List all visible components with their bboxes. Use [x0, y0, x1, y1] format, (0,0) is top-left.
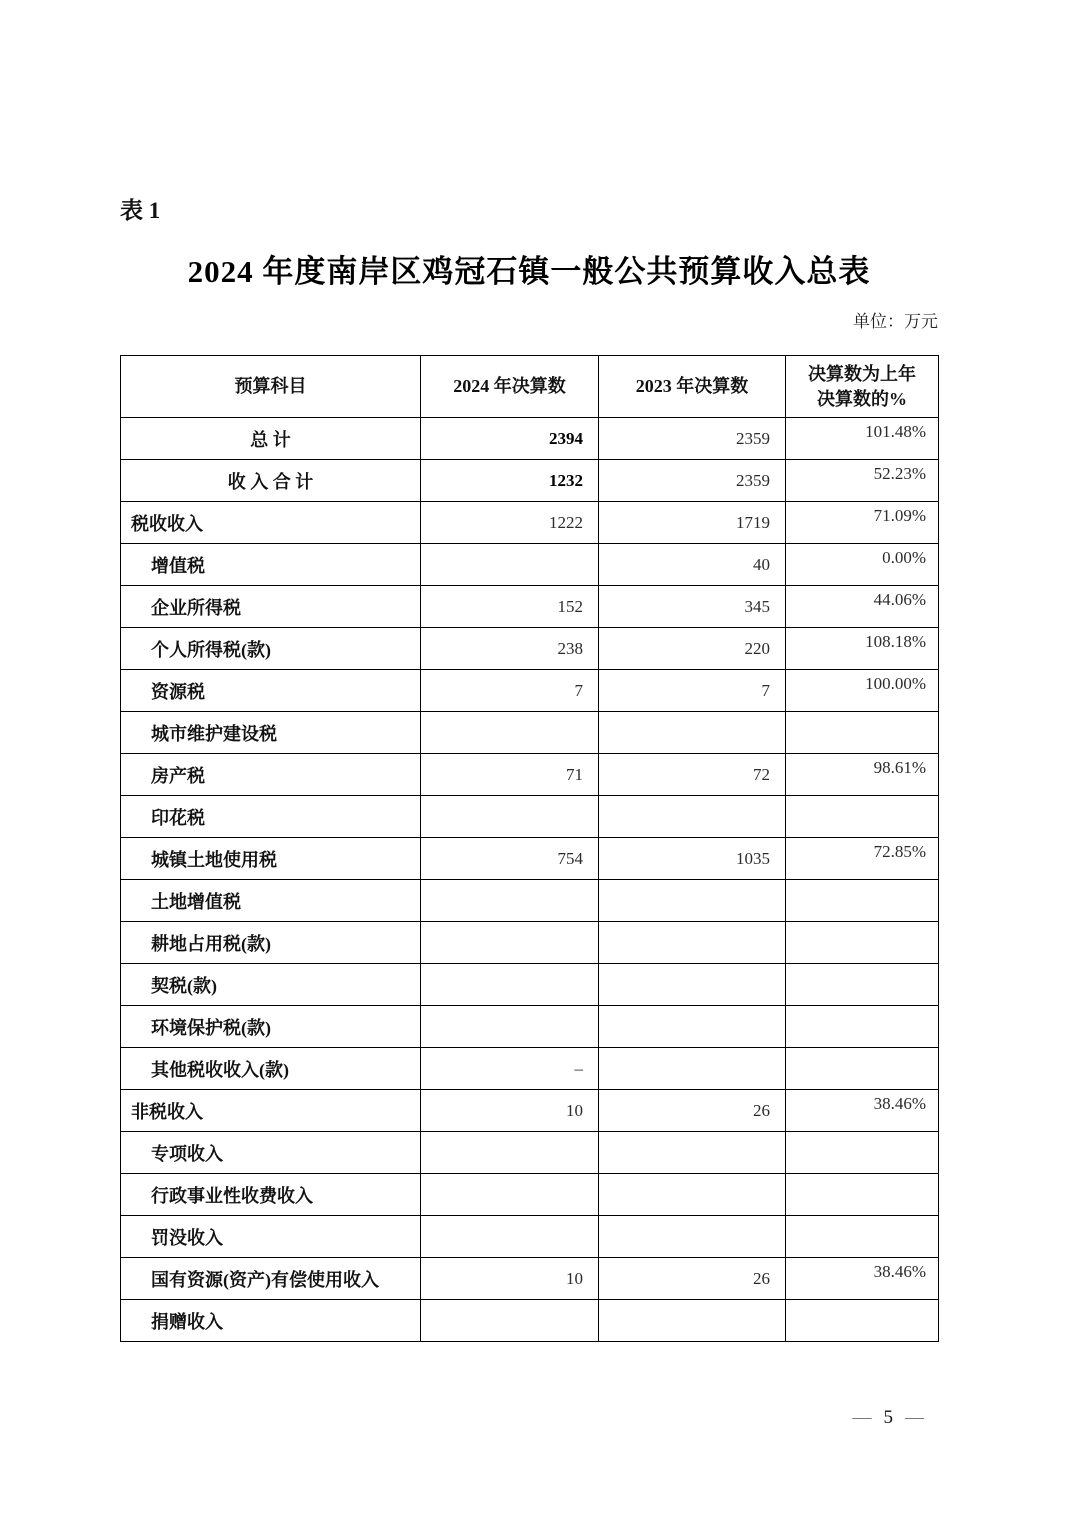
- cell-budget-subject: 非税收入: [121, 1090, 421, 1132]
- table-row: [121, 922, 939, 964]
- cell-2023-final: [599, 880, 786, 922]
- cell-budget-subject: 总 计: [121, 418, 421, 460]
- cell-pct-of-prev-year: [786, 1048, 939, 1090]
- cell-2024-final: 238: [421, 628, 599, 670]
- cell-2024-final: [421, 922, 599, 964]
- table-row: [121, 880, 939, 922]
- table-row: [121, 1132, 939, 1174]
- cell-2023-final: [599, 712, 786, 754]
- cell-pct-of-prev-year: 108.18%: [786, 628, 939, 670]
- header-pct-line1: 决算数为上年: [808, 364, 916, 385]
- table-row: [121, 1006, 939, 1048]
- table-row: [121, 1300, 939, 1342]
- header-pct-line2: 决算数的%: [817, 388, 907, 409]
- cell-pct-of-prev-year: [786, 712, 939, 754]
- cell-2023-final: 345: [599, 586, 786, 628]
- footer-dash-left: —: [852, 1407, 874, 1428]
- cell-2023-final: 2359: [599, 418, 786, 460]
- unit-note: 单位：万元: [853, 312, 938, 331]
- cell-pct-of-prev-year: [786, 1300, 939, 1342]
- table-row: [121, 796, 939, 838]
- header-pct-of-prev-year: [786, 356, 939, 418]
- table-row: [121, 460, 939, 502]
- cell-2023-final: [599, 1006, 786, 1048]
- cell-budget-subject: 其他税收收入(款): [121, 1048, 421, 1090]
- cell-pct-of-prev-year: 101.48%: [786, 418, 939, 460]
- cell-2024-final: 152: [421, 586, 599, 628]
- cell-budget-subject: 印花税: [121, 796, 421, 838]
- cell-pct-of-prev-year: [786, 1174, 939, 1216]
- cell-pct-of-prev-year: [786, 880, 939, 922]
- cell-pct-of-prev-year: [786, 1216, 939, 1258]
- cell-2023-final: [599, 1048, 786, 1090]
- cell-2024-final: 2394: [421, 418, 599, 460]
- table-row: [121, 1258, 939, 1300]
- cell-2023-final: 40: [599, 544, 786, 586]
- cell-2023-final: [599, 1300, 786, 1342]
- cell-2024-final: 1232: [421, 460, 599, 502]
- cell-2024-final: [421, 544, 599, 586]
- table-row: [121, 544, 939, 586]
- table-header-row: [121, 356, 939, 418]
- cell-pct-of-prev-year: 72.85%: [786, 838, 939, 880]
- cell-budget-subject: 捐赠收入: [121, 1300, 421, 1342]
- cell-2023-final: 72: [599, 754, 786, 796]
- cell-budget-subject: 个人所得税(款): [121, 628, 421, 670]
- cell-2023-final: 2359: [599, 460, 786, 502]
- cell-2024-final: [421, 880, 599, 922]
- cell-2023-final: [599, 1174, 786, 1216]
- page-footer: [853, 1407, 927, 1429]
- cell-pct-of-prev-year: 38.46%: [786, 1258, 939, 1300]
- table-row: [121, 964, 939, 1006]
- cell-budget-subject: 土地增值税: [121, 880, 421, 922]
- table-row: [121, 1174, 939, 1216]
- cell-pct-of-prev-year: [786, 796, 939, 838]
- cell-2024-final: 7: [421, 670, 599, 712]
- table-row: [121, 1216, 939, 1258]
- cell-2024-final: [421, 964, 599, 1006]
- table-row: [121, 712, 939, 754]
- cell-2024-final: [421, 1006, 599, 1048]
- cell-budget-subject: 国有资源(资产)有偿使用收入: [121, 1258, 421, 1300]
- cell-budget-subject: 城镇土地使用税: [121, 838, 421, 880]
- cell-2023-final: [599, 1132, 786, 1174]
- cell-2024-final: –: [421, 1048, 599, 1090]
- table-row: [121, 628, 939, 670]
- cell-pct-of-prev-year: 71.09%: [786, 502, 939, 544]
- budget-table-body: [121, 418, 939, 1342]
- cell-2023-final: 1719: [599, 502, 786, 544]
- cell-2023-final: [599, 1216, 786, 1258]
- cell-budget-subject: 罚没收入: [121, 1216, 421, 1258]
- cell-budget-subject: 增值税: [121, 544, 421, 586]
- table-row: [121, 1090, 939, 1132]
- table-row: [121, 586, 939, 628]
- cell-2024-final: [421, 1216, 599, 1258]
- table-label: 表 1: [120, 198, 161, 223]
- cell-budget-subject: 企业所得税: [121, 586, 421, 628]
- budget-revenue-table: [120, 355, 939, 1342]
- cell-pct-of-prev-year: [786, 922, 939, 964]
- cell-budget-subject: 房产税: [121, 754, 421, 796]
- cell-budget-subject: 契税(款): [121, 964, 421, 1006]
- cell-2023-final: [599, 964, 786, 1006]
- cell-budget-subject: 税收收入: [121, 502, 421, 544]
- table-row: [121, 670, 939, 712]
- cell-pct-of-prev-year: [786, 1132, 939, 1174]
- cell-budget-subject: 专项收入: [121, 1132, 421, 1174]
- cell-2023-final: 26: [599, 1258, 786, 1300]
- cell-2023-final: 1035: [599, 838, 786, 880]
- cell-2024-final: 10: [421, 1258, 599, 1300]
- cell-2024-final: [421, 1132, 599, 1174]
- cell-2023-final: [599, 796, 786, 838]
- cell-pct-of-prev-year: 38.46%: [786, 1090, 939, 1132]
- cell-2023-final: 220: [599, 628, 786, 670]
- cell-2024-final: [421, 796, 599, 838]
- cell-budget-subject: 耕地占用税(款): [121, 922, 421, 964]
- cell-budget-subject: 环境保护税(款): [121, 1006, 421, 1048]
- document-title: 2024 年度南岸区鸡冠石镇一般公共预算收入总表: [187, 254, 871, 289]
- cell-2023-final: 7: [599, 670, 786, 712]
- header-2024-final: 2024 年决算数: [421, 356, 599, 418]
- cell-pct-of-prev-year: [786, 1006, 939, 1048]
- table-row: [121, 1048, 939, 1090]
- cell-2023-final: [599, 922, 786, 964]
- cell-2024-final: 754: [421, 838, 599, 880]
- cell-budget-subject: 行政事业性收费收入: [121, 1174, 421, 1216]
- cell-pct-of-prev-year: 98.61%: [786, 754, 939, 796]
- footer-dash-right: —: [905, 1407, 926, 1428]
- cell-pct-of-prev-year: 44.06%: [786, 586, 939, 628]
- table-row: [121, 502, 939, 544]
- cell-budget-subject: 资源税: [121, 670, 421, 712]
- cell-2024-final: 10: [421, 1090, 599, 1132]
- cell-pct-of-prev-year: 0.00%: [786, 544, 939, 586]
- cell-pct-of-prev-year: 100.00%: [786, 670, 939, 712]
- table-row: [121, 838, 939, 880]
- cell-pct-of-prev-year: [786, 964, 939, 1006]
- cell-budget-subject: 城市维护建设税: [121, 712, 421, 754]
- cell-2024-final: 71: [421, 754, 599, 796]
- cell-pct-of-prev-year: 52.23%: [786, 460, 939, 502]
- cell-2024-final: [421, 1300, 599, 1342]
- cell-2024-final: 1222: [421, 502, 599, 544]
- header-2023-final: 2023 年决算数: [599, 356, 786, 418]
- cell-budget-subject: 收 入 合 计: [121, 460, 421, 502]
- table-row: [121, 418, 939, 460]
- table-row: [121, 754, 939, 796]
- header-budget-subject: 预算科目: [121, 356, 421, 418]
- cell-2024-final: [421, 1174, 599, 1216]
- page-number: 5: [883, 1407, 895, 1428]
- cell-2023-final: 26: [599, 1090, 786, 1132]
- cell-2024-final: [421, 712, 599, 754]
